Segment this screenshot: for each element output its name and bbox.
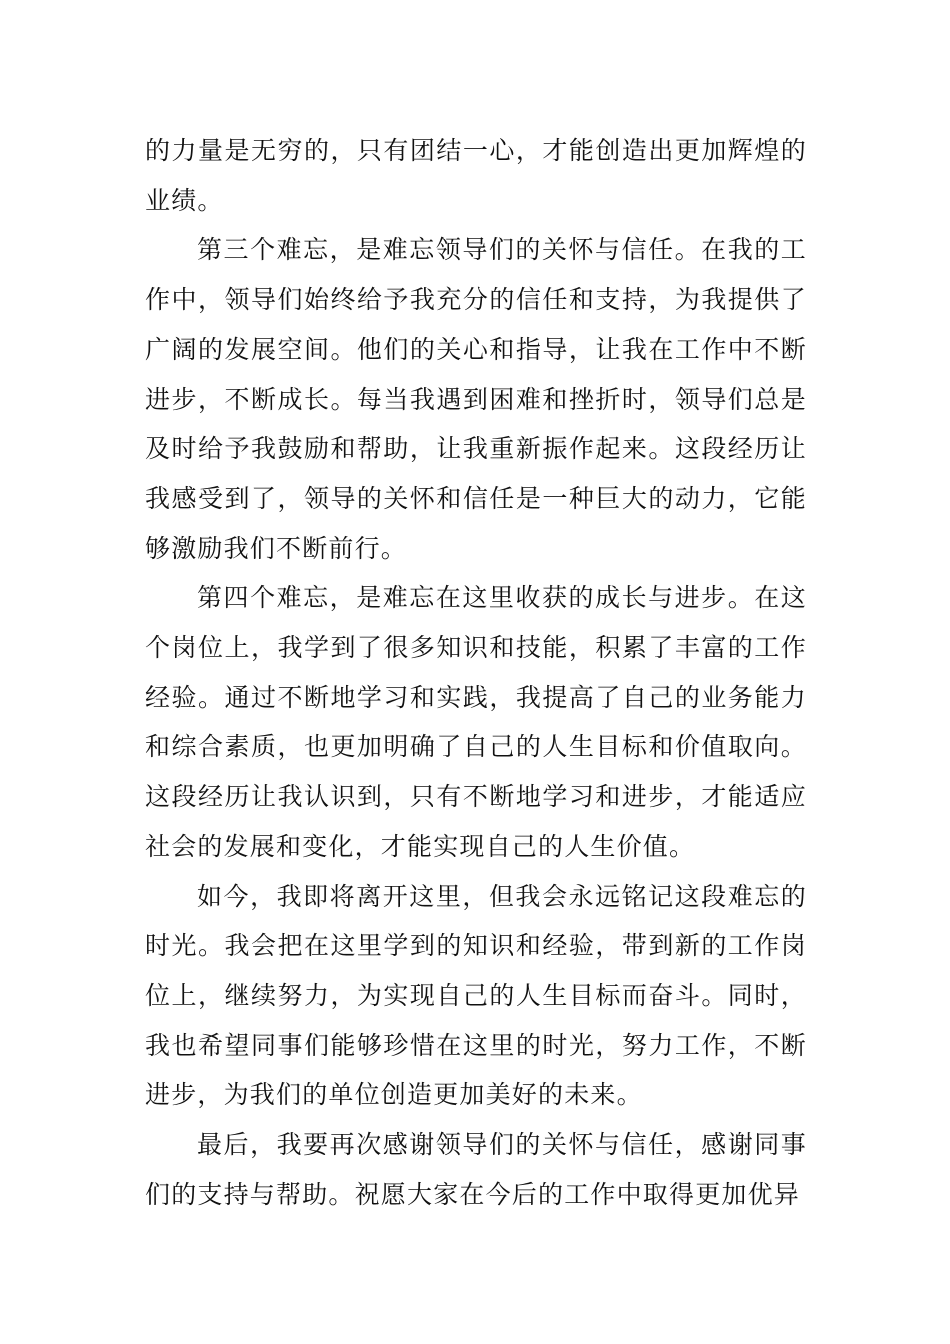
paragraph-closing: 最后，我要再次感谢领导们的关怀与信任，感谢同事们的支持与帮助。祝愿大家在今后的工作中取得更加优异 <box>145 1130 807 1209</box>
paragraph-continuation: 的力量是无穷的，只有团结一心，才能创造出更加辉煌的业绩。 <box>145 136 807 215</box>
paragraph-farewell: 如今，我即将离开这里，但我会永远铭记这段难忘的时光。我会把在这里学到的知识和经验，带到新的工作岗位上，继续努力，为实现自己的人生目标而奋斗。同时，我也希望同事们能够珍惜在这里的时光，努力工作，不断进步，为我们的单位创造更加美好的未来。 <box>145 881 807 1110</box>
paragraph-fourth-memory: 第四个难忘，是难忘在这里收获的成长与进步。在这个岗位上，我学到了很多知识和技能，积累了丰富的工作经验。通过不断地学习和实践，我提高了自己的业务能力和综合素质，也更加明确了自己的人生目标和价值取向。这段经历让我认识到，只有不断地学习和进步，才能适应社会的发展和变化，才能实现自己的人生价值。 <box>145 583 807 861</box>
document-body <box>145 126 807 1219</box>
paragraph-third-memory: 第三个难忘，是难忘领导们的关怀与信任。在我的工作中，领导们始终给予我充分的信任和支持，为我提供了广阔的发展空间。他们的关心和指导，让我在工作中不断进步，不断成长。每当我遇到困难和挫折时，领导们总是及时给予我鼓励和帮助，让我重新振作起来。这段经历让我感受到了，领导的关怀和信任是一种巨大的动力，它能够激励我们不断前行。 <box>145 235 807 563</box>
